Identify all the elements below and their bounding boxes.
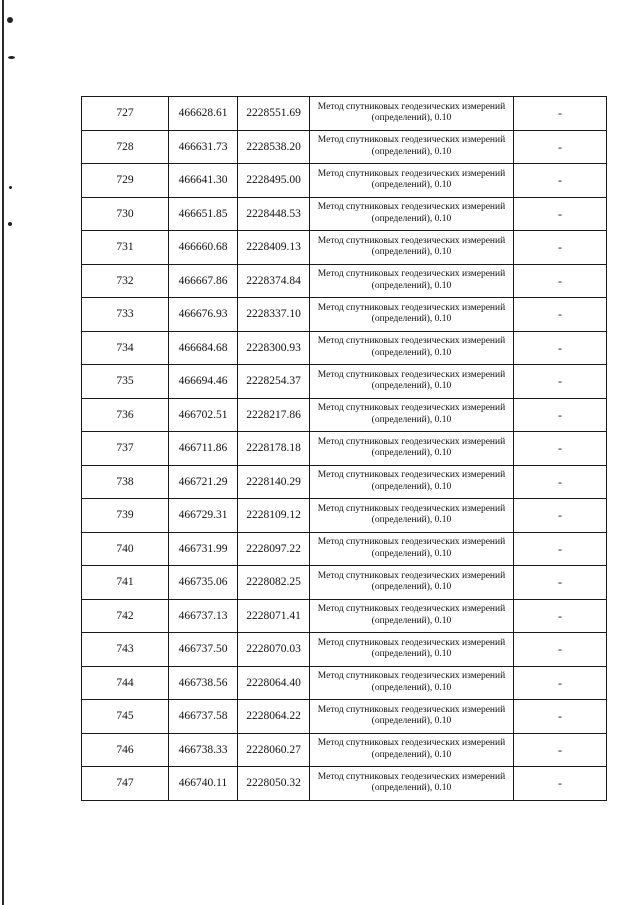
table-row bbox=[82, 298, 607, 332]
method-cell: Метод спутниковых геодезических измерений (определений), 0.10 bbox=[310, 197, 514, 231]
scan-speck bbox=[8, 222, 12, 226]
point-number-cell: 747 bbox=[82, 767, 169, 801]
point-number-cell: 746 bbox=[82, 733, 169, 767]
y-coordinate-cell: 2228082.25 bbox=[238, 566, 310, 600]
y-coordinate-cell: 2228538.20 bbox=[238, 130, 310, 164]
point-number-cell: 729 bbox=[82, 164, 169, 198]
point-number-cell: 741 bbox=[82, 566, 169, 600]
x-coordinate-cell: 466731.99 bbox=[169, 532, 238, 566]
y-coordinate-cell: 2228551.69 bbox=[238, 97, 310, 131]
x-coordinate-cell: 466738.33 bbox=[169, 733, 238, 767]
table-row bbox=[82, 499, 607, 533]
note-cell: - bbox=[514, 130, 607, 164]
y-coordinate-cell: 2228300.93 bbox=[238, 331, 310, 365]
note-cell: - bbox=[514, 733, 607, 767]
coordinates-table-body bbox=[82, 97, 607, 801]
method-cell: Метод спутниковых геодезических измерений (определений), 0.10 bbox=[310, 767, 514, 801]
x-coordinate-cell: 466737.58 bbox=[169, 700, 238, 734]
note-cell: - bbox=[514, 465, 607, 499]
point-number-cell: 738 bbox=[82, 465, 169, 499]
y-coordinate-cell: 2228217.86 bbox=[238, 398, 310, 432]
note-cell: - bbox=[514, 197, 607, 231]
x-coordinate-cell: 466740.11 bbox=[169, 767, 238, 801]
table-row bbox=[82, 331, 607, 365]
x-coordinate-cell: 466711.86 bbox=[169, 432, 238, 466]
method-cell: Метод спутниковых геодезических измерений (определений), 0.10 bbox=[310, 499, 514, 533]
table-row bbox=[82, 231, 607, 265]
note-cell: - bbox=[514, 231, 607, 265]
y-coordinate-cell: 2228060.27 bbox=[238, 733, 310, 767]
y-coordinate-cell: 2228064.22 bbox=[238, 700, 310, 734]
point-number-cell: 745 bbox=[82, 700, 169, 734]
y-coordinate-cell: 2228495.00 bbox=[238, 164, 310, 198]
note-cell: - bbox=[514, 264, 607, 298]
x-coordinate-cell: 466729.31 bbox=[169, 499, 238, 533]
x-coordinate-cell: 466737.13 bbox=[169, 599, 238, 633]
note-cell: - bbox=[514, 365, 607, 399]
note-cell: - bbox=[514, 398, 607, 432]
method-cell: Метод спутниковых геодезических измерений (определений), 0.10 bbox=[310, 432, 514, 466]
table-row bbox=[82, 365, 607, 399]
scan-speck bbox=[7, 17, 13, 23]
table-row bbox=[82, 633, 607, 667]
table-row bbox=[82, 465, 607, 499]
table-row bbox=[82, 197, 607, 231]
y-coordinate-cell: 2228064.40 bbox=[238, 666, 310, 700]
point-number-cell: 739 bbox=[82, 499, 169, 533]
point-number-cell: 737 bbox=[82, 432, 169, 466]
x-coordinate-cell: 466735.06 bbox=[169, 566, 238, 600]
point-number-cell: 733 bbox=[82, 298, 169, 332]
coordinates-table bbox=[81, 96, 607, 801]
note-cell: - bbox=[514, 566, 607, 600]
y-coordinate-cell: 2228337.10 bbox=[238, 298, 310, 332]
table-row bbox=[82, 599, 607, 633]
table-row bbox=[82, 733, 607, 767]
y-coordinate-cell: 2228409.13 bbox=[238, 231, 310, 265]
y-coordinate-cell: 2228254.37 bbox=[238, 365, 310, 399]
y-coordinate-cell: 2228140.29 bbox=[238, 465, 310, 499]
note-cell: - bbox=[514, 164, 607, 198]
point-number-cell: 732 bbox=[82, 264, 169, 298]
y-coordinate-cell: 2228178.18 bbox=[238, 432, 310, 466]
table-row bbox=[82, 432, 607, 466]
note-cell: - bbox=[514, 432, 607, 466]
y-coordinate-cell: 2228070.03 bbox=[238, 633, 310, 667]
point-number-cell: 727 bbox=[82, 97, 169, 131]
x-coordinate-cell: 466737.50 bbox=[169, 633, 238, 667]
point-number-cell: 735 bbox=[82, 365, 169, 399]
x-coordinate-cell: 466667.86 bbox=[169, 264, 238, 298]
x-coordinate-cell: 466641.30 bbox=[169, 164, 238, 198]
table-row bbox=[82, 700, 607, 734]
scan-speck bbox=[8, 56, 15, 59]
note-cell: - bbox=[514, 298, 607, 332]
table-row bbox=[82, 532, 607, 566]
note-cell: - bbox=[514, 767, 607, 801]
x-coordinate-cell: 466702.51 bbox=[169, 398, 238, 432]
x-coordinate-cell: 466651.85 bbox=[169, 197, 238, 231]
method-cell: Метод спутниковых геодезических измерений (определений), 0.10 bbox=[310, 365, 514, 399]
point-number-cell: 740 bbox=[82, 532, 169, 566]
method-cell: Метод спутниковых геодезических измерений (определений), 0.10 bbox=[310, 465, 514, 499]
note-cell: - bbox=[514, 499, 607, 533]
x-coordinate-cell: 466631.73 bbox=[169, 130, 238, 164]
note-cell: - bbox=[514, 633, 607, 667]
y-coordinate-cell: 2228374.84 bbox=[238, 264, 310, 298]
point-number-cell: 744 bbox=[82, 666, 169, 700]
method-cell: Метод спутниковых геодезических измерений (определений), 0.10 bbox=[310, 566, 514, 600]
note-cell: - bbox=[514, 599, 607, 633]
method-cell: Метод спутниковых геодезических измерений (определений), 0.10 bbox=[310, 532, 514, 566]
table-row bbox=[82, 398, 607, 432]
y-coordinate-cell: 2228448.53 bbox=[238, 197, 310, 231]
table-row bbox=[82, 566, 607, 600]
table-row bbox=[82, 264, 607, 298]
method-cell: Метод спутниковых геодезических измерений (определений), 0.10 bbox=[310, 331, 514, 365]
y-coordinate-cell: 2228097.22 bbox=[238, 532, 310, 566]
table-row bbox=[82, 164, 607, 198]
scan-left-edge bbox=[2, 0, 4, 905]
x-coordinate-cell: 466721.29 bbox=[169, 465, 238, 499]
y-coordinate-cell: 2228050.32 bbox=[238, 767, 310, 801]
method-cell: Метод спутниковых геодезических измерений (определений), 0.10 bbox=[310, 231, 514, 265]
x-coordinate-cell: 466694.46 bbox=[169, 365, 238, 399]
table-row bbox=[82, 767, 607, 801]
method-cell: Метод спутниковых геодезических измерений (определений), 0.10 bbox=[310, 97, 514, 131]
method-cell: Метод спутниковых геодезических измерений (определений), 0.10 bbox=[310, 164, 514, 198]
point-number-cell: 734 bbox=[82, 331, 169, 365]
method-cell: Метод спутниковых геодезических измерений (определений), 0.10 bbox=[310, 733, 514, 767]
y-coordinate-cell: 2228109.12 bbox=[238, 499, 310, 533]
point-number-cell: 736 bbox=[82, 398, 169, 432]
method-cell: Метод спутниковых геодезических измерений (определений), 0.10 bbox=[310, 599, 514, 633]
x-coordinate-cell: 466684.68 bbox=[169, 331, 238, 365]
scan-speck bbox=[9, 186, 12, 189]
point-number-cell: 730 bbox=[82, 197, 169, 231]
table-row bbox=[82, 130, 607, 164]
x-coordinate-cell: 466676.93 bbox=[169, 298, 238, 332]
method-cell: Метод спутниковых геодезических измерений (определений), 0.10 bbox=[310, 298, 514, 332]
method-cell: Метод спутниковых геодезических измерений (определений), 0.10 bbox=[310, 700, 514, 734]
method-cell: Метод спутниковых геодезических измерений (определений), 0.10 bbox=[310, 264, 514, 298]
note-cell: - bbox=[514, 532, 607, 566]
note-cell: - bbox=[514, 331, 607, 365]
x-coordinate-cell: 466628.61 bbox=[169, 97, 238, 131]
x-coordinate-cell: 466660.68 bbox=[169, 231, 238, 265]
method-cell: Метод спутниковых геодезических измерений (определений), 0.10 bbox=[310, 398, 514, 432]
x-coordinate-cell: 466738.56 bbox=[169, 666, 238, 700]
table-row bbox=[82, 97, 607, 131]
note-cell: - bbox=[514, 97, 607, 131]
y-coordinate-cell: 2228071.41 bbox=[238, 599, 310, 633]
method-cell: Метод спутниковых геодезических измерений (определений), 0.10 bbox=[310, 130, 514, 164]
point-number-cell: 743 bbox=[82, 633, 169, 667]
method-cell: Метод спутниковых геодезических измерений (определений), 0.10 bbox=[310, 633, 514, 667]
note-cell: - bbox=[514, 700, 607, 734]
point-number-cell: 742 bbox=[82, 599, 169, 633]
note-cell: - bbox=[514, 666, 607, 700]
method-cell: Метод спутниковых геодезических измерений (определений), 0.10 bbox=[310, 666, 514, 700]
table-row bbox=[82, 666, 607, 700]
point-number-cell: 731 bbox=[82, 231, 169, 265]
point-number-cell: 728 bbox=[82, 130, 169, 164]
